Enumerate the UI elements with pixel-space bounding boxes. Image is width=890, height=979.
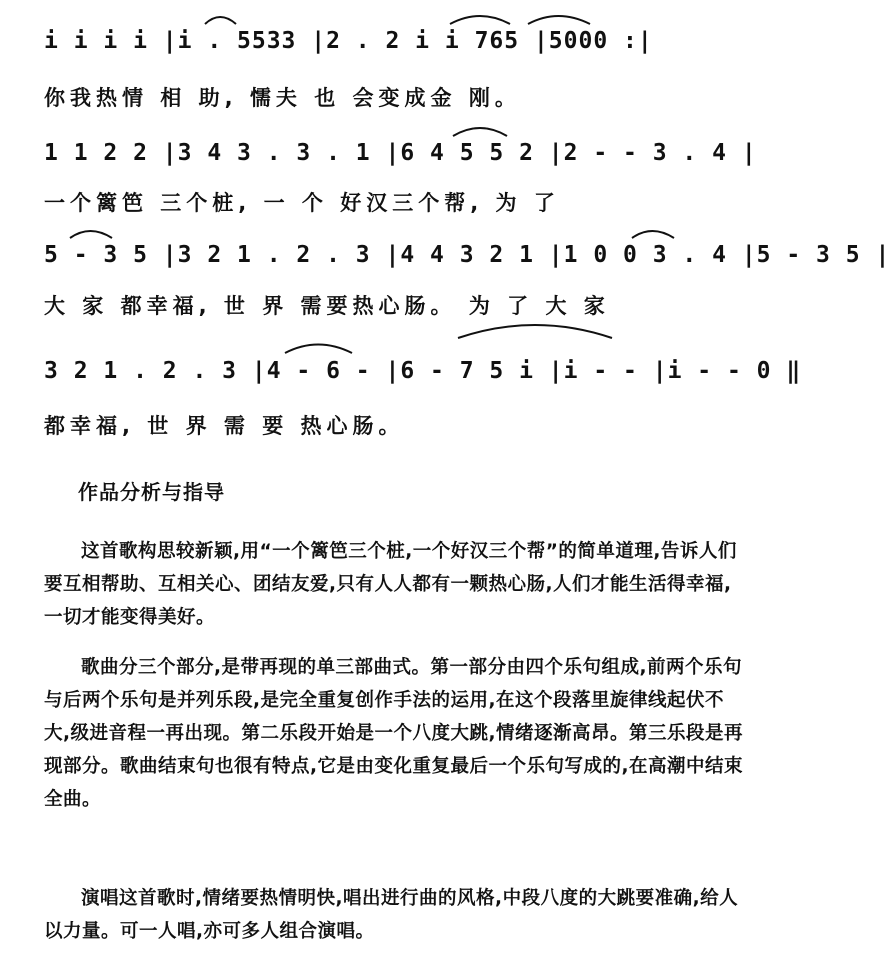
score-line-1-notes: i i i i |i . 5533 |2 . 2 i i 765 |5000 :| <box>44 28 653 54</box>
slur-mark <box>453 128 507 136</box>
slur-mark <box>632 231 674 238</box>
analysis-paragraph-1: 这首歌构思较新颖,用“一个篱笆三个桩,一个好汉三个帮”的简单道理,告诉人们要互相帮助、互相关心、团结友爱,只有人人都有一颗热心肠,人们才能生活得幸福,一切才能变得美好。 <box>44 541 737 628</box>
slur-mark <box>205 17 236 24</box>
analysis-paragraph-3: 演唱这首歌时,情绪要热情明快,唱出进行曲的风格,中段八度的大跳要准确,给人以力量。可一人唱,亦可多人组合演唱。 <box>44 888 739 942</box>
slur-mark <box>285 345 352 354</box>
analysis-paragraph-2: 歌曲分三个部分,是带再现的单三部曲式。第一部分由四个乐句组成,前两个乐句与后两个乐句是并列乐段,是完全重复创作手法的运用,在这个段落里旋律线起伏不大,级进音程一再出现。第二乐段开始是一个八度大跳,情绪逐渐高昂。第三乐段是再现部分。歌曲结束句也很有特点,它是由变化重复最后一个乐句写成的,在高潮中结束全曲。 <box>44 657 744 810</box>
score-line-3-notes: 5 - 3 5 |3 2 1 . 2 . 3 |4 4 3 2 1 |1 0 0 3 . 4 |5 - 3 5 | <box>44 242 890 268</box>
section-heading: 作品分析与指导 <box>78 480 225 504</box>
slur-markings <box>0 0 750 470</box>
score-line-2-notes: 1 1 2 2 |3 4 3 . 3 . 1 |6 4 5 5 2 |2 - - 3 . 4 | <box>44 140 757 166</box>
slur-mark <box>70 231 112 238</box>
slur-mark <box>458 325 612 338</box>
slur-mark <box>528 16 590 24</box>
slur-mark <box>450 16 510 24</box>
score-line-3-lyrics: 大 家 都幸福, 世 界 需要热心肠。 为 了 大 家 <box>44 294 610 318</box>
score-line-4-notes: 3 2 1 . 2 . 3 |4 - 6 - |6 - 7 5 i |i - - |i - - 0 ‖ <box>44 358 802 384</box>
score-line-4-lyrics: 都幸福, 世 界 需 要 热心肠。 <box>44 414 405 438</box>
score-line-2-lyrics: 一个篱笆 三个桩, 一 个 好汉三个帮, 为 了 <box>44 191 560 215</box>
score-line-1-lyrics: 你我热情 相 助, 懦夫 也 会变成金 刚。 <box>44 86 521 110</box>
